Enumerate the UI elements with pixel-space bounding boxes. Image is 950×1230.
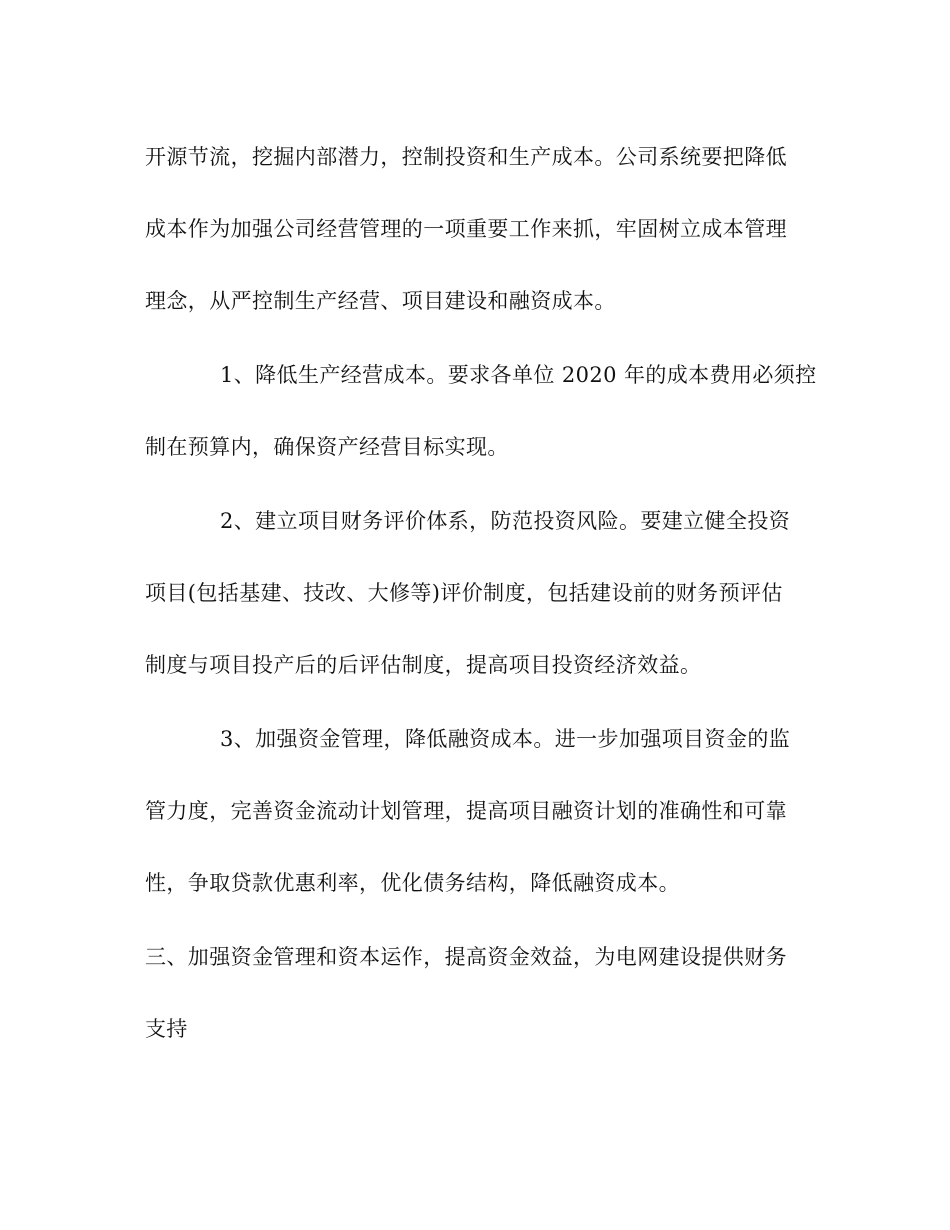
- paragraph-line: 制度与项目投产后的后评估制度，提高项目投资经济效益。: [145, 653, 702, 677]
- list-item-line: 1、降低生产经营成本。要求各单位 2020 年的成本费用必须控: [220, 363, 817, 387]
- paragraph-line: 性，争取贷款优惠利率，优化债务结构，降低融资成本。: [145, 871, 680, 895]
- paragraph-line: 项目(包括基建、技改、大修等)评价制度，包括建设前的财务预评估: [145, 581, 783, 605]
- paragraph-line: 成本作为加强公司经营管理的一项重要工作来抓，牢固树立成本管理: [145, 217, 787, 241]
- paragraph-line: 开源节流，挖掘内部潜力，控制投资和生产成本。公司系统要把降低: [145, 145, 787, 169]
- section-heading-line: 三、加强资金管理和资本运作，提高资金效益，为电网建设提供财务: [145, 945, 787, 969]
- list-item-line: 2、建立项目财务评价体系，防范投资风险。要建立健全投资: [220, 509, 791, 533]
- section-heading-line: 支持: [145, 1017, 188, 1041]
- paragraph-line: 制在预算内，确保资产经营目标实现。: [145, 435, 509, 459]
- paragraph-line: 管力度，完善资金流动计划管理，提高项目融资计划的准确性和可靠: [145, 799, 787, 823]
- list-item-line: 3、加强资金管理，降低融资成本。进一步加强项目资金的监: [220, 727, 791, 751]
- paragraph-line: 理念，从严控制生产经营、项目建设和融资成本。: [145, 289, 616, 313]
